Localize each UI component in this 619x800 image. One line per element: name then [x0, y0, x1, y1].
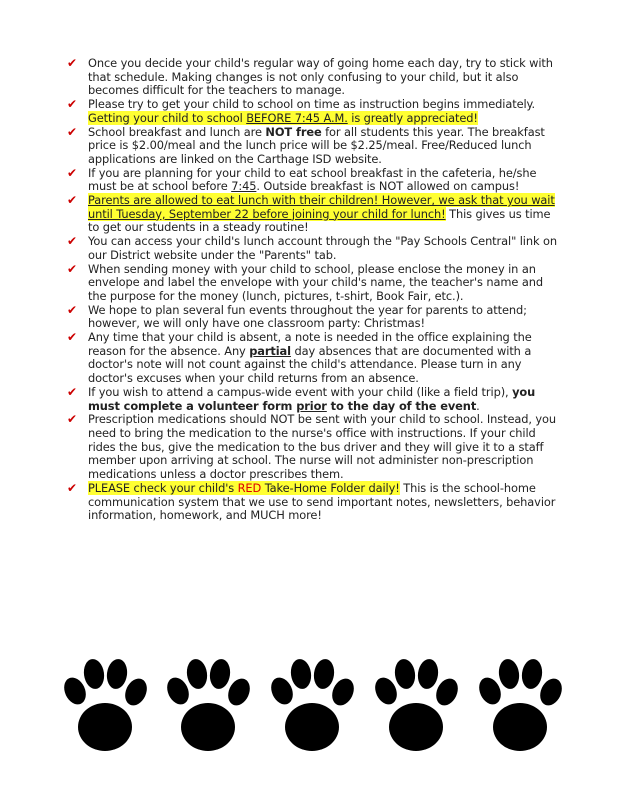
list-item — [64, 194, 564, 235]
text-segment: We hope to plan several fun events throughout the year for parents to attend; however, we will only have one classroom party: Christmas! — [88, 302, 527, 331]
text-segment: BEFORE 7:45 A.M. — [246, 110, 348, 125]
text-segment: NOT free — [265, 124, 322, 139]
list-item — [64, 235, 564, 262]
text-segment: day absences that are documented with a doctor's note will not count against the child's attendance. Please turn in any doctor's excuses when your child returns from an absence. — [88, 343, 532, 386]
list-item — [64, 167, 564, 194]
text-segment: Any time that your child is absent, a note is needed in the office explaining the reason for the absence. Any — [88, 330, 532, 358]
text-segment: When sending money with your child to school, please enclose the money in an envelope and label the envelope with your child's name, the teacher's name and the purpose for the money (lunch, pictures, t-shirt, Book Fair, etc.). — [88, 261, 543, 303]
checkmark-icon: ✔ — [67, 480, 77, 495]
checkmark-icon: ✔ — [67, 124, 77, 139]
text-segment: Getting your child to school — [88, 110, 247, 125]
list-item — [64, 304, 564, 331]
text-segment: partial — [249, 343, 291, 358]
list-item — [64, 126, 564, 167]
text-segment: for all students this year. The breakfast price is $2.00/meal and the lunch price will be $2.25/meal. Free/Reduced lunch applications are linked on the Carthage ISD website. — [88, 124, 545, 166]
text-segment: Parents are allowed to eat lunch with their children! However, we ask that you wait until Tuesday, September 22 before joining your child for lunch! — [88, 193, 555, 221]
text-segment: RED — [237, 480, 262, 495]
text-segment: You can access your child's lunch account through the "Pay Schools Central" link on our District website under the "Parents" tab. — [88, 234, 557, 262]
text-segment: . — [476, 398, 480, 413]
paw-print-icon — [475, 658, 566, 751]
text-segment: School breakfast and lunch are — [88, 124, 266, 139]
list-item — [64, 331, 564, 386]
text-segment: This is the school-home communication system that we use to send important notes, newsletters, behavior information, homework, and MUCH more! — [88, 480, 556, 523]
info-list — [64, 57, 564, 523]
checkmark-icon: ✔ — [67, 261, 77, 276]
checkmark-icon: ✔ — [67, 234, 77, 249]
list-item — [64, 386, 564, 413]
checkmark-icon: ✔ — [67, 56, 77, 70]
list-item — [64, 57, 564, 98]
list-item — [64, 263, 564, 304]
text-segment: This gives us time to get our students in a steady routine! — [88, 206, 551, 235]
list-item — [64, 413, 564, 482]
list-item — [64, 482, 564, 523]
text-segment: Once you decide your child's regular way of going home each day, try to stick with that schedule. Making changes is not only confusing to your child, but it also becomes difficult for the teachers to manage. — [88, 56, 553, 98]
text-segment: Prescription medications should NOT be sent with your child to school. Instead, you need to bring the medication to the nurse's office with instructions. If your child rides the bus, give the medication to the bus driver and they will give it to a staff member upon arriving at school. The nurse will not administer non-prescription medications unless a doctor prescribes them. — [88, 412, 557, 482]
text-segment: If you wish to attend a campus-wide event with your child (like a field trip), — [88, 384, 513, 399]
text-segment: prior — [296, 398, 327, 413]
text-segment: If you are planning for your child to eat school breakfast in the cafeteria, he/she must be at school before — [88, 165, 537, 194]
text-segment: to the day of the event — [326, 398, 477, 413]
checkmark-icon: ✔ — [67, 165, 77, 180]
paw-print-icon — [163, 658, 254, 751]
text-segment: PLEASE check your child's — [88, 480, 238, 495]
text-segment: Take-Home Folder daily! — [261, 480, 400, 495]
checkmark-icon: ✔ — [67, 97, 77, 112]
text-segment: Please try to get your child to school on time as instruction begins immediately. — [88, 97, 536, 112]
paw-prints-row — [60, 650, 580, 755]
text-segment: is greatly appreciated! — [347, 110, 478, 125]
text-segment: you must complete a volunteer form — [88, 384, 536, 413]
checkmark-icon: ✔ — [67, 330, 77, 345]
paw-print-icon — [60, 658, 151, 751]
text-segment: . Outside breakfast is NOT allowed on campus! — [256, 179, 520, 194]
checkmark-icon: ✔ — [67, 302, 77, 317]
checkmark-icon: ✔ — [67, 193, 77, 208]
text-segment: 7:45 — [231, 179, 257, 194]
checkmark-icon: ✔ — [67, 412, 77, 427]
paw-print-icon — [371, 658, 462, 751]
paw-print-icon — [267, 658, 358, 751]
checkmark-icon: ✔ — [67, 384, 77, 399]
list-item — [64, 98, 564, 125]
